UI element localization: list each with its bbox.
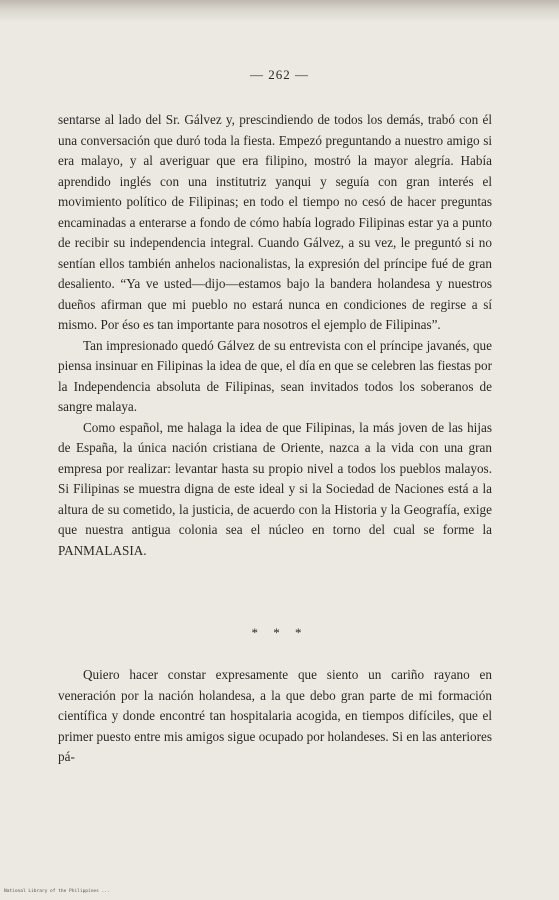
scan-top-shadow bbox=[0, 0, 559, 22]
main-text bbox=[58, 110, 492, 561]
paragraph-2: Tan impresionado quedó Gálvez de su entrevista con el príncipe javanés, que piensa insinuar en Filipinas la idea de que, el día en que se celebren las fiestas por la Independencia absoluta de Filipinas, sean invitados todos los soberanos de sangre malaya. bbox=[58, 337, 492, 414]
library-stamp: National Library of the Philippines ... bbox=[4, 889, 110, 894]
paragraph-1: sentarse al lado del Sr. Gálvez y, prescindiendo de todos los demás, trabó con él una conversación que duró toda la fiesta. Empezó preguntando a nuestro amigo si era malayo, y al averiguar que era filipino, mostró la mayor alegría. Había aprendido inglés con una institutriz yanqui y seguía con gran interés el movimiento político de Filipinas; en todo el tiempo no cesó de hacer preguntas encaminadas a enterarse a fondo de cómo había logrado Filipinas estar ya a punto de recibir su independencia integral. Cuando Gálvez, a su vez, le preguntó si no sentían ellos también anhelos nacionalistas, la expresión del príncipe fué de gran desaliento. “Ya ve usted—dijo—estamos bajo la bandera holandesa y nuestros dueños afirman que mi pueblo no estará nunca en condiciones de regirse a sí mismo. Por éso es tan importante para nosotros el ejemplo de Filipinas”. bbox=[58, 112, 492, 332]
paragraph-3: Como español, me halaga la idea de que Filipinas, la más joven de las hijas de España, la única nación cristiana de Oriente, nazca a la vida con una gran empresa por realizar: levantar hasta su propio nivel a todos los pueblos malayos. Si Filipinas se muestra digna de este ideal y si la Sociedad de Naciones está a la altura de su cometido, la justicia, de acuerdo con la Historia y la Geografía, exige que nuestra antigua colonia sea el núcleo en torno del cual se forme la PANMALASIA. bbox=[58, 419, 492, 558]
final-text bbox=[58, 665, 492, 768]
paragraph-4: Quiero hacer constar expresamente que siento un cariño rayano en veneración por la nación holandesa, a la que debo gran parte de mi formación científica y donde encontré tan hospitalaria acogida, en tiempos difíciles, que el primer puesto entre mis amigos sigue ocupado por holandeses. Si en las anteriores pá- bbox=[58, 667, 492, 764]
page-number: — 262 — bbox=[250, 67, 309, 82]
section-separator: * * * bbox=[251, 625, 308, 640]
